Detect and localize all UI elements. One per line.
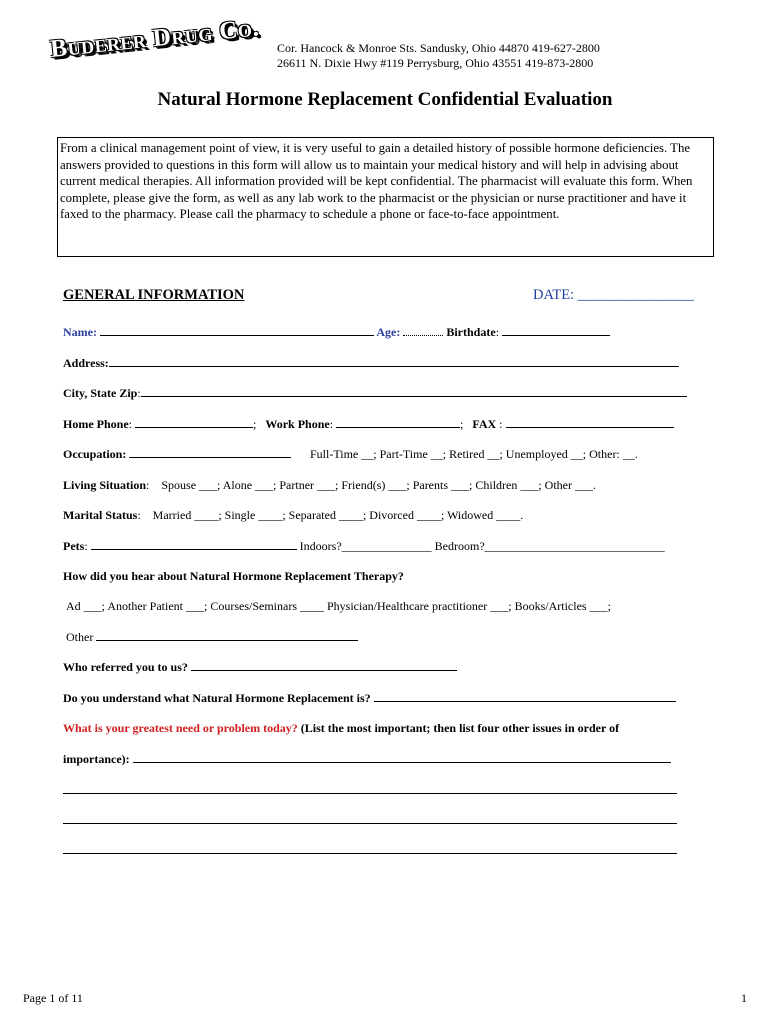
occupation-row <box>63 447 291 462</box>
marital-label: Marital Status <box>63 508 138 522</box>
age-field[interactable] <box>403 326 443 336</box>
city-field[interactable] <box>141 387 687 397</box>
importance-field-1[interactable] <box>133 753 671 763</box>
work-phone-label: Work Phone <box>265 417 330 431</box>
pets-label: Pets <box>63 539 85 553</box>
referred-row <box>63 660 457 675</box>
importance-label: importance): <box>63 752 130 766</box>
referred-field[interactable] <box>191 661 457 671</box>
address-row: Address: <box>63 356 679 371</box>
greatest-need-note: (List the most important; then list four other issues in order of <box>300 721 620 735</box>
hear-question: How did you hear about Natural Hormone Replacement Therapy? <box>63 569 404 583</box>
occupation-field[interactable] <box>129 448 291 458</box>
name-label: Name <box>63 325 93 339</box>
living-options[interactable]: Spouse ___; Alone ___; Partner ___; Friend(s) ___; Parents ___; Children ___; Other ___. <box>161 478 596 492</box>
answer-line-4[interactable] <box>63 853 677 854</box>
other-label: Other <box>66 630 94 644</box>
address-label: Address <box>63 356 105 370</box>
occupation-options[interactable]: Full-Time __; Part-Time __; Retired __; Unemployed __; Other: __. <box>310 447 638 461</box>
referred-label: Who referred you to us? <box>63 660 188 674</box>
work-phone-field[interactable] <box>336 418 460 428</box>
city-row: City, State Zip: <box>63 386 687 401</box>
phone-row: Home Phone: ; Work Phone: ; FAX : <box>63 417 674 432</box>
page-title: Natural Hormone Replacement Confidential Evaluation <box>157 89 613 110</box>
marital-options[interactable]: Married ____; Single ____; Separated ____; Divorced ____; Widowed ____. <box>152 508 524 522</box>
intro-box: From a clinical management point of view, it is very useful to gain a detailed history of possible hormone deficiencies. The answers provided to questions in this form will allow us to maintain your medical history and will help in advising about current medical therapies. All information provided will be kept confidential. The pharmacist will evaluate this form. When complete, please give the form, as well as any lab work to the pharmacist or the physician or nurse practitioner and have it faxed to the pharmacy. Please call the pharmacy to schedule a phone or face-to-face appointment. <box>57 137 714 257</box>
other-row <box>66 630 358 645</box>
birthdate-field[interactable] <box>502 326 610 336</box>
address-line-1: Cor. Hancock & Monroe Sts. Sandusky, Ohio 44870 419-627-2800 <box>277 41 600 55</box>
answer-line-3[interactable] <box>63 823 677 824</box>
home-phone-label: Home Phone <box>63 417 129 431</box>
understand-label: Do you understand what Natural Hormone Replacement is? <box>63 691 371 705</box>
name-row: Name: Age: Birthdate: <box>63 325 610 340</box>
pets-row: Pets: Indoors?_______________ Bedroom?______________________________ <box>63 539 665 553</box>
age-label: Age: <box>376 325 401 339</box>
importance-row <box>63 752 671 767</box>
answer-line-2[interactable] <box>63 793 677 794</box>
page-count: Page 1 of 11 <box>23 991 83 1005</box>
living-row: Living Situation: Spouse ___; Alone ___; Partner ___; Friend(s) ___; Parents ___; Children ___; Other ___. <box>63 478 596 492</box>
understand-row <box>63 691 676 706</box>
date-field[interactable]: DATE: ________________ <box>533 287 694 303</box>
fax-field[interactable] <box>506 418 674 428</box>
indoors-field[interactable]: Indoors?_______________ <box>299 539 432 553</box>
birthdate-label: Birthdate <box>446 325 496 339</box>
other-field[interactable] <box>96 631 358 641</box>
page-number: 1 <box>741 991 747 1005</box>
fax-label: FAX <box>472 417 497 431</box>
occupation-label: Occupation: <box>63 447 127 461</box>
greatest-need-label: What is your greatest need or problem today? <box>63 721 298 735</box>
pets-field[interactable] <box>91 540 297 550</box>
address-line-2: 26611 N. Dixie Hwy #119 Perrysburg, Ohio 43551 419-873-2800 <box>277 56 594 70</box>
address-field[interactable] <box>109 357 679 367</box>
company-logo: Buderer Drug Co. <box>49 14 261 64</box>
home-phone-field[interactable] <box>135 418 253 428</box>
marital-row: Marital Status: Married ____; Single ____; Separated ____; Divorced ____; Widowed ____. <box>63 508 524 522</box>
section-title: GENERAL INFORMATION <box>63 287 245 303</box>
greatest-need-row <box>63 721 619 736</box>
bedroom-field[interactable]: Bedroom?______________________________ <box>434 539 665 553</box>
hear-options[interactable]: Ad ___; Another Patient ___; Courses/Seminars ____ Physician/Healthcare practitioner ___; Books/Articles ___; <box>66 599 611 613</box>
city-label: City, State Zip <box>63 386 138 400</box>
name-field[interactable] <box>100 326 374 336</box>
understand-field[interactable] <box>374 692 676 702</box>
living-label: Living Situation <box>63 478 147 492</box>
